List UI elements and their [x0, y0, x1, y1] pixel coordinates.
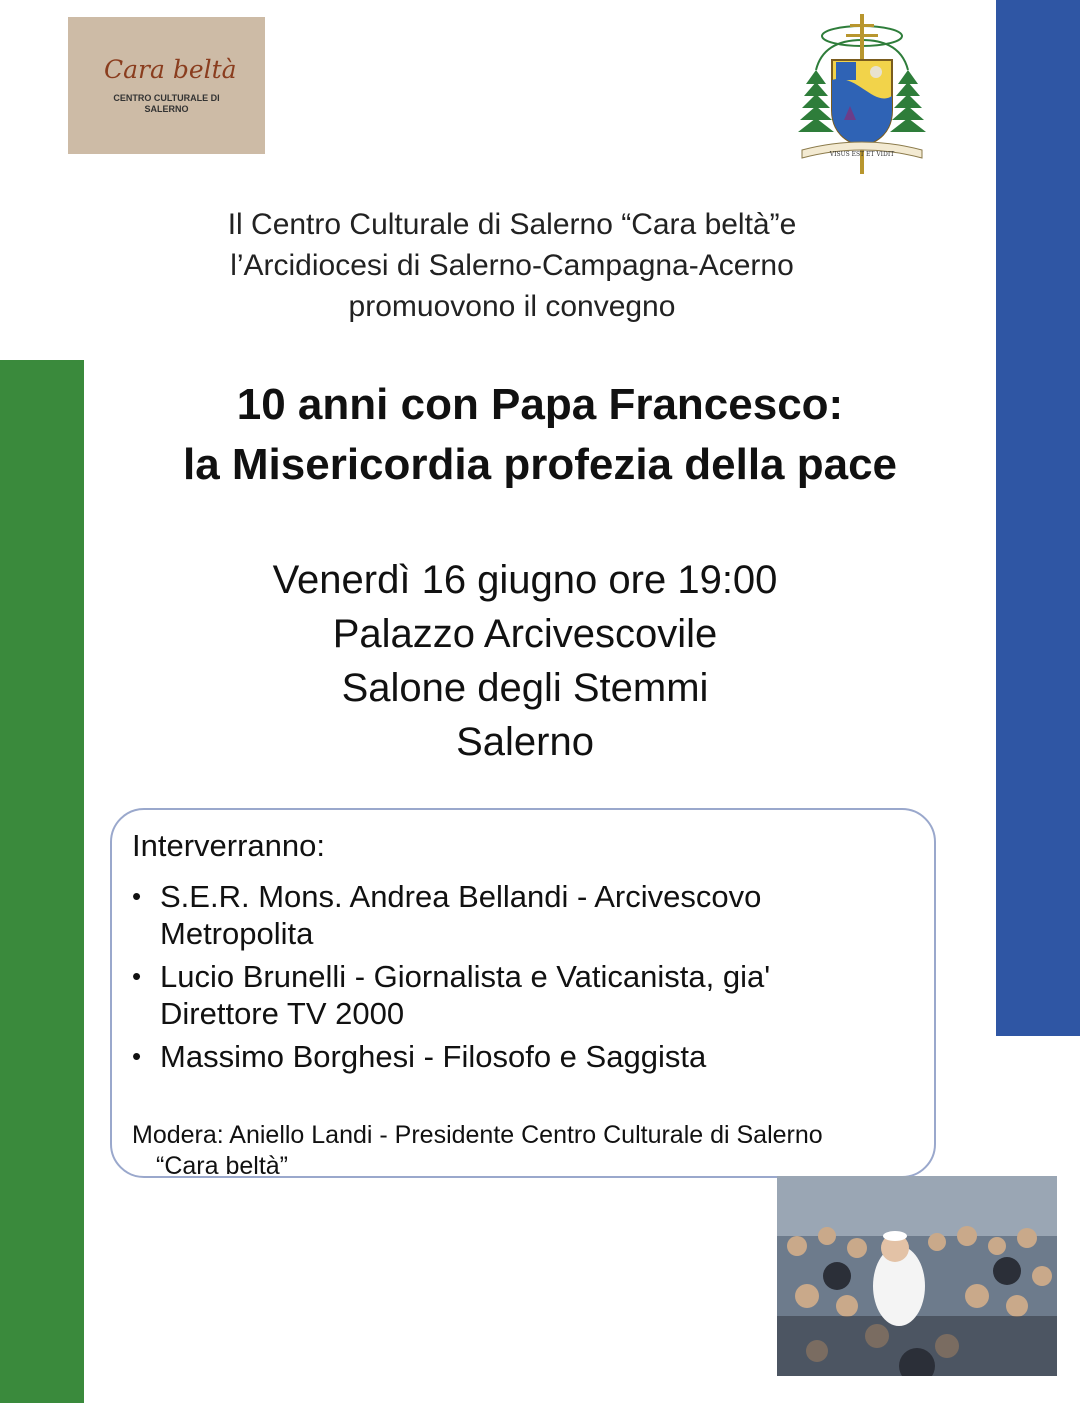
- title-line1: 10 anni con Papa Francesco:: [236, 380, 844, 429]
- moderator-text: [132, 1120, 932, 1182]
- intro-line2: l’Arcidiocesi di Salerno-Campagna-Acerno: [230, 249, 794, 282]
- speaker-item: [130, 878, 900, 952]
- intro-line3: promuovono il convegno: [348, 290, 676, 323]
- event-details: [150, 553, 900, 769]
- speaker-item: [130, 1038, 900, 1075]
- intro-line1: Il Centro Culturale di Salerno “Cara beltà”e: [227, 208, 797, 241]
- logo-subtitle-line1: CENTRO CULTURALE DI: [113, 93, 220, 103]
- event-datetime: Venerdì 16 giugno ore 19:00: [272, 558, 778, 602]
- bullet-icon: •: [132, 961, 142, 991]
- speaker-line1: Massimo Borghesi - Filosofo e Saggista: [160, 1039, 707, 1074]
- crest-motto: VISUS EST ET VIDIT: [829, 151, 895, 158]
- blue-side-bar: [996, 0, 1080, 1036]
- logo-subtitle-line2: SALERNO: [144, 104, 189, 114]
- event-venue: Palazzo Arcivescovile: [332, 612, 718, 656]
- speaker-line1: Lucio Brunelli - Giornalista e Vaticanista, gia': [160, 959, 771, 994]
- speaker-line2: Metropolita: [160, 916, 314, 951]
- speaker-item: [130, 958, 900, 1032]
- speakers-box: [110, 808, 936, 1178]
- event-room: Salone degli Stemmi: [341, 666, 709, 710]
- speaker-line1: S.E.R. Mons. Andrea Bellandi - Arcivescovo: [160, 879, 762, 914]
- logo-script-text: Cara beltà: [104, 55, 237, 84]
- crowd-photo: [777, 1176, 1057, 1376]
- archbishop-coat-of-arms-icon: [796, 10, 928, 182]
- speakers-heading: Interverranno:: [132, 828, 325, 863]
- event-city: Salerno: [456, 720, 594, 764]
- intro-text: [120, 204, 904, 327]
- conference-title: [110, 375, 970, 495]
- cara-belta-logo: [68, 17, 265, 154]
- green-side-bar: [0, 360, 84, 1403]
- speakers-list: [130, 878, 900, 1081]
- bullet-icon: •: [132, 1041, 142, 1071]
- moderator-line2: “Cara beltà”: [156, 1152, 288, 1180]
- speaker-line2: Direttore TV 2000: [160, 996, 405, 1031]
- bullet-icon: •: [132, 881, 142, 911]
- title-line2: la Misericordia profezia della pace: [182, 440, 898, 489]
- moderator-line1: Modera: Aniello Landi - Presidente Centro Culturale di Salerno: [132, 1121, 823, 1149]
- logo-subtitle: [68, 93, 265, 115]
